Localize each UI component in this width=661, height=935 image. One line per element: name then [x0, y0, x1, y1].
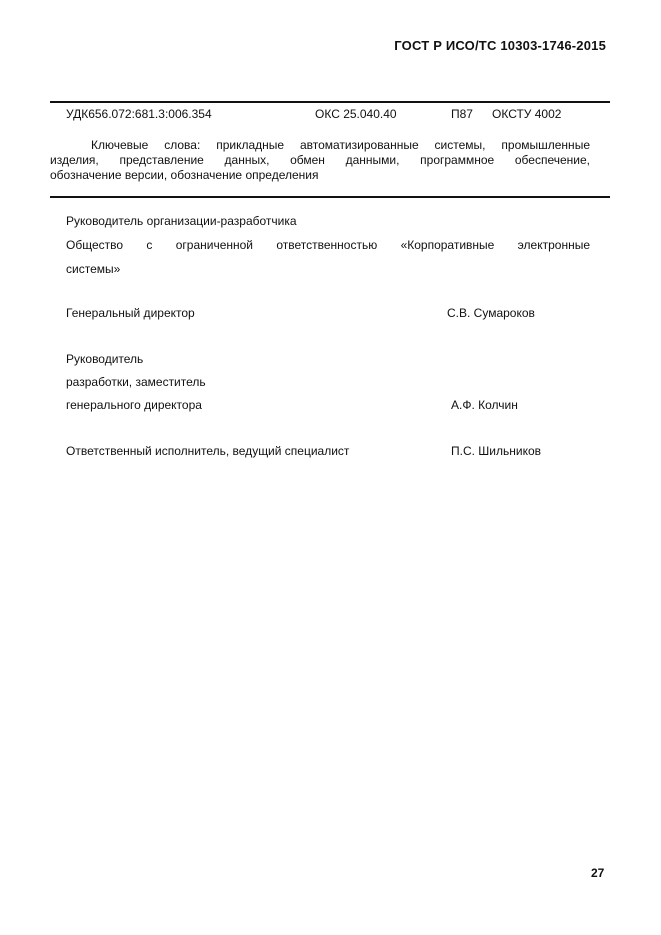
- signatory-position: Руководитель: [66, 352, 144, 366]
- oks-code: ОКС 25.040.40: [315, 107, 397, 121]
- signatory-position: Ответственный исполнитель, ведущий специалист: [66, 444, 350, 458]
- org-head-title: Руководитель организации-разработчика: [66, 214, 297, 228]
- p-code: П87: [451, 107, 473, 121]
- org-name-line: системы»: [66, 262, 121, 276]
- udk-code: УДК656.072:681.3:006.354: [66, 107, 212, 121]
- okstu-code: ОКСТУ 4002: [492, 107, 562, 121]
- signatory-name: А.Ф. Колчин: [451, 398, 518, 412]
- signatory-name: С.В. Сумароков: [447, 306, 535, 320]
- document-code: ГОСТ Р ИСО/ТС 10303-1746-2015: [394, 38, 606, 53]
- keywords-line: обозначение версии, обозначение определения: [50, 168, 319, 182]
- keywords-block: [50, 138, 590, 183]
- top-rule: [50, 101, 610, 103]
- signatory-position: Генеральный директор: [66, 306, 195, 320]
- keywords-line: изделия, представление данных, обмен данными, программное обеспечение,: [50, 153, 590, 167]
- signatory-position: генерального директора: [66, 398, 202, 412]
- bottom-rule: [50, 196, 610, 198]
- signatory-name: П.С. Шильников: [451, 444, 542, 458]
- page-number: 27: [591, 866, 605, 880]
- keywords-line: Ключевые слова: прикладные автоматизированные системы, промышленные: [91, 138, 590, 152]
- signatory-position: разработки, заместитель: [66, 375, 206, 389]
- org-name-line: Общество с ограниченной ответственностью «Корпоративные электронные: [66, 238, 590, 252]
